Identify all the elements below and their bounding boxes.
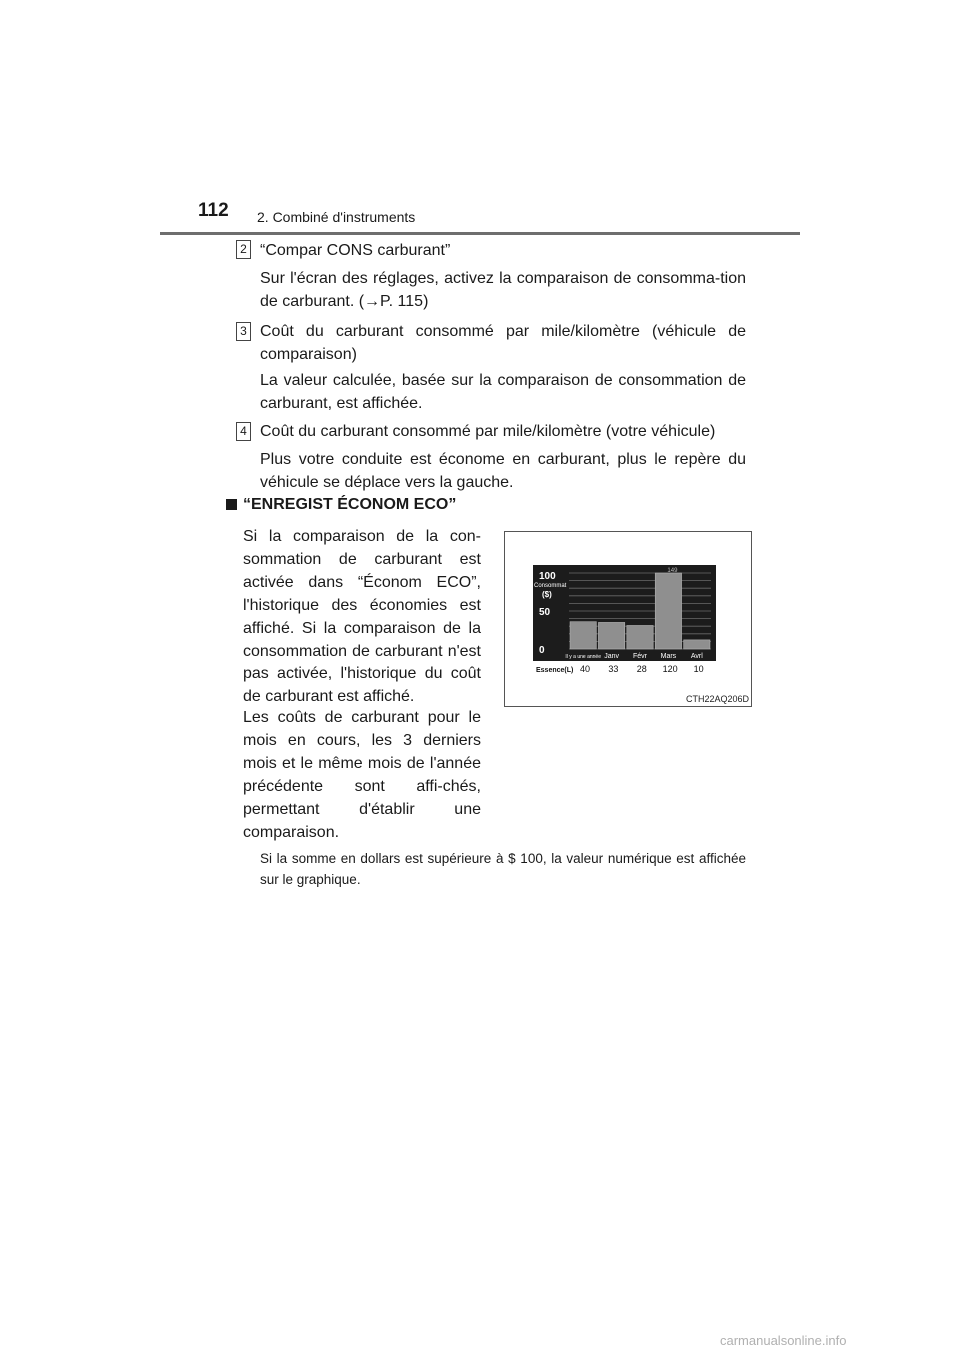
secondary-row-value: 120: [662, 664, 678, 674]
secondary-row-value: 40: [579, 664, 591, 674]
y-axis-label: Consommat: [534, 583, 567, 589]
y-tick-label: 50: [539, 607, 551, 618]
category-label: Févr: [633, 653, 647, 660]
item-number-2: 2: [236, 240, 251, 259]
bullet-square: [226, 499, 237, 510]
y-axis-unit: ($): [542, 590, 552, 599]
subsection-paragraph-1: Si la comparaison de la con-sommation de carburant est activée dans “Économ ECO”, l'historique des économies est affiché. Si la comparaison de la consommation de carburant n'est pas activée, l'historique du coût de carburant est affiché.: [243, 528, 481, 706]
item-2-title: “Compar CONS carburant”: [260, 242, 451, 259]
item-number-4: 4: [236, 422, 251, 441]
bar-0: [570, 622, 596, 649]
bar-3: [655, 573, 681, 649]
eco-history-chart: [533, 565, 716, 675]
item-2-text: Sur l'écran des réglages, activez la comparaison de consomma-tion de carburant. (→P. 115): [260, 270, 746, 310]
secondary-row-label: Essence(L): [536, 667, 574, 674]
secondary-row-value: 28: [636, 664, 647, 674]
section-title: 2. Combiné d'instruments: [257, 209, 416, 225]
secondary-row-value: 33: [608, 664, 619, 674]
figure-code: CTH22AQ206D: [685, 694, 749, 704]
secondary-row-value: 10: [693, 664, 704, 674]
item-3-title: Coût du carburant consommé par mile/kilomètre (véhicule de comparaison): [260, 323, 746, 363]
y-tick-label: 100: [539, 571, 556, 582]
display-screen: [533, 565, 716, 675]
bar-2: [627, 625, 653, 649]
category-label: Janv: [604, 653, 619, 660]
y-tick-label: 0: [539, 645, 545, 656]
item-3-text: La valeur calculée, basée sur la comparaison de consommation de carburant, est affichée.: [260, 372, 746, 412]
bar-4: [684, 640, 710, 649]
header-rule: [160, 232, 800, 235]
item-4-text: Plus votre conduite est économe en carburant, plus le repère du véhicule se déplace vers la gauche.: [260, 451, 746, 491]
subsection-title: “ENREGIST ÉCONOM ECO”: [243, 496, 457, 513]
item-4-title: Coût du carburant consommé par mile/kilomètre (votre véhicule): [260, 423, 716, 440]
subsection-note: Si la somme en dollars est supérieure à $ 100, la valeur numérique est affichée sur le graphique.: [260, 851, 746, 887]
item-number-3: 3: [236, 322, 251, 341]
category-label: Mars: [660, 653, 677, 660]
watermark: carmanualsonline.info: [720, 1333, 847, 1348]
page-number: 112: [198, 200, 229, 221]
subsection-paragraph-2: Les coûts de carburant pour le mois en cours, les 3 derniers mois et le même mois de l'année précédente sont affi-chés, permettant d'établir une comparaison.: [243, 709, 481, 841]
category-label: Avrl: [690, 653, 703, 660]
bar-value-label: 149: [667, 568, 678, 574]
eco-record-figure: [504, 531, 752, 707]
category-label: Il y a une année: [565, 654, 601, 660]
bar-1: [598, 622, 624, 649]
